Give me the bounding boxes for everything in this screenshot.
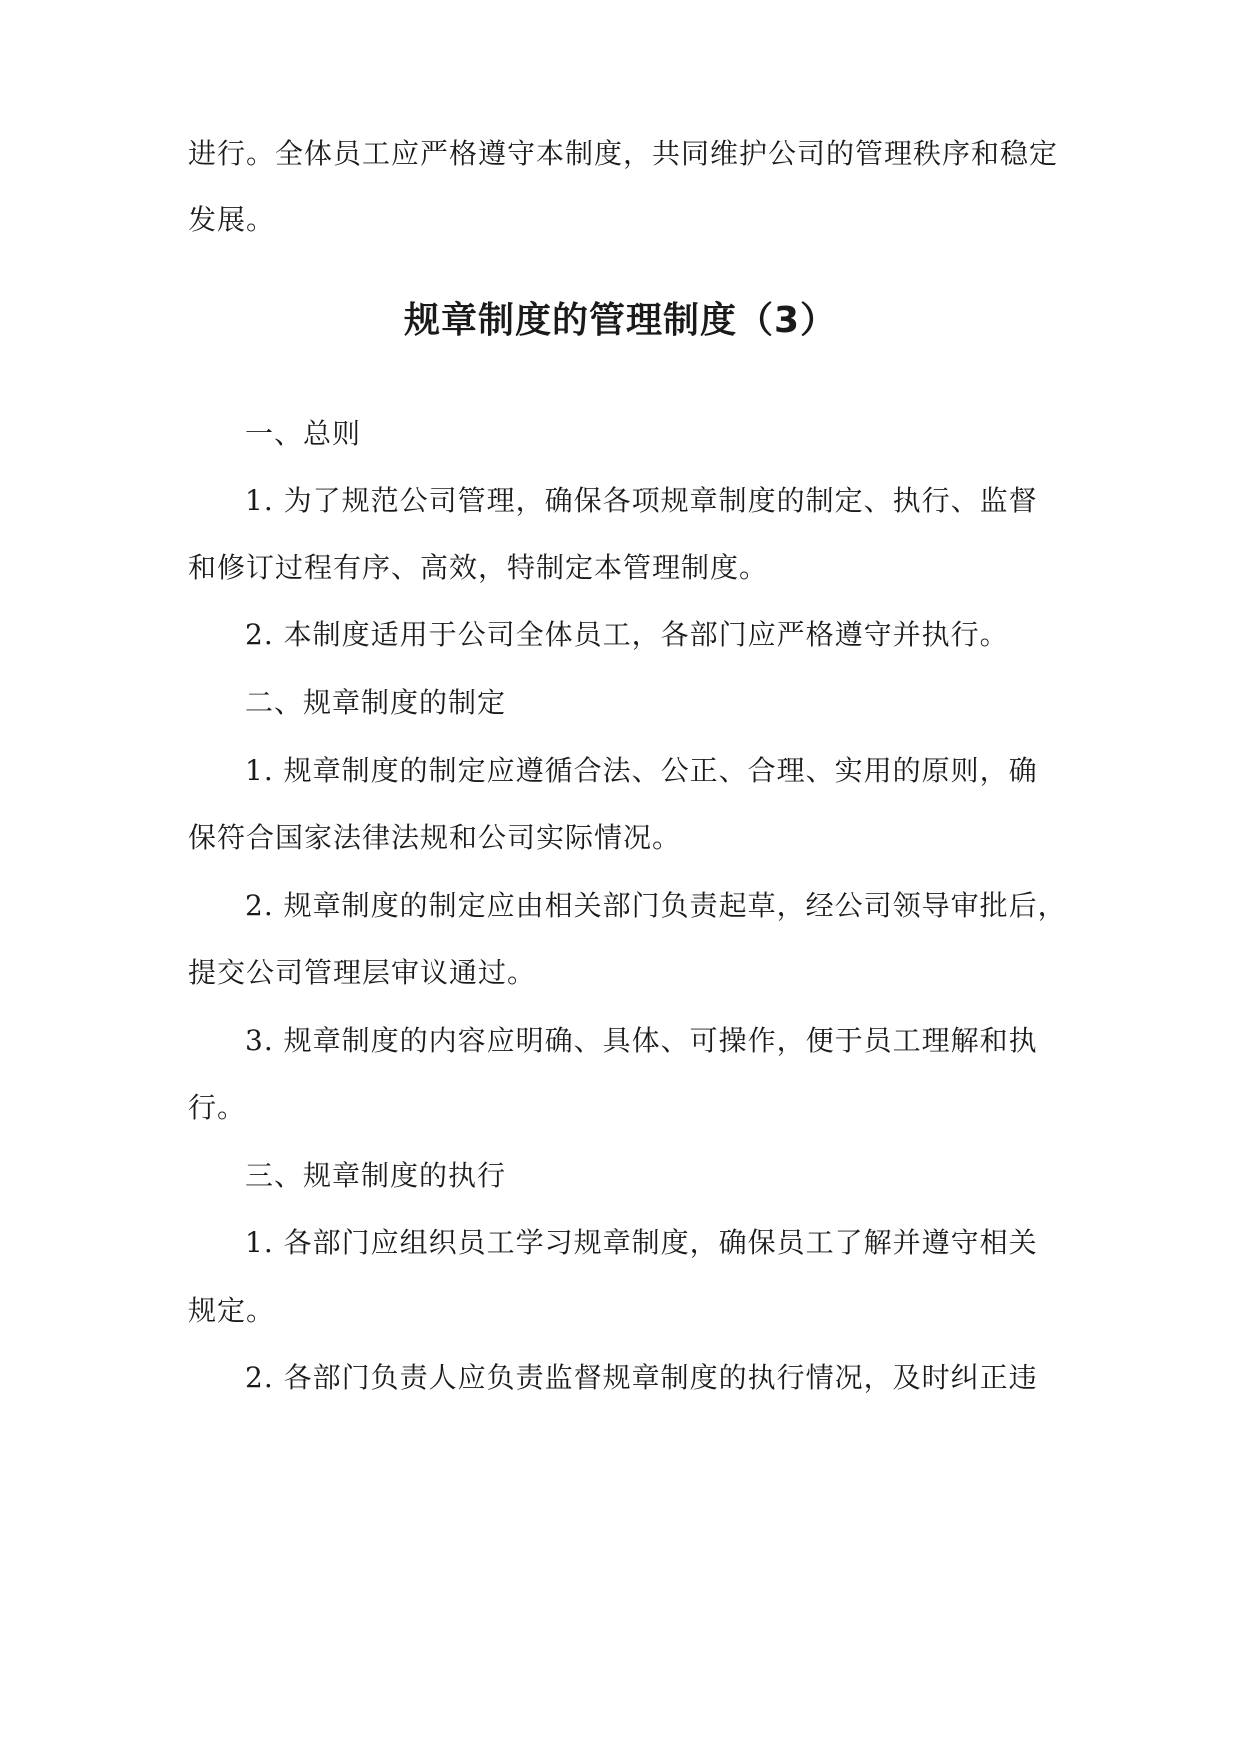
section-1-item-2-line-1: 2. 本制度适用于公司全体员工，各部门应严格遵守并执行。 <box>245 618 1009 651</box>
section-2-item-2-line-1: 2. 规章制度的制定应由相关部门负责起草，经公司领导审批后， <box>245 889 1067 922</box>
section-2-item-1-line-1: 1. 规章制度的制定应遵循合法、公正、合理、实用的原则，确 <box>245 754 1038 787</box>
section-2-item-1-line-2: 保符合国家法律法规和公司实际情况。 <box>188 821 682 854</box>
continuation-line-2: 发展。 <box>188 203 276 236</box>
section-3-item-1-line-1: 1. 各部门应组织员工学习规章制度，确保员工了解并遵守相关 <box>245 1226 1038 1259</box>
section-1-item-1-line-1: 1. 为了规范公司管理，确保各项规章制度的制定、执行、监督 <box>245 484 1038 517</box>
section-1-heading: 一、总则 <box>245 417 362 450</box>
section-3-item-1-line-2: 规定。 <box>188 1294 276 1327</box>
section-3-item-2-line-1: 2. 各部门负责人应负责监督规章制度的执行情况，及时纠正违 <box>245 1361 1038 1394</box>
section-2-heading: 二、规章制度的制定 <box>245 686 507 719</box>
continuation-line-1: 进行。全体员工应严格遵守本制度，共同维护公司的管理秩序和稳定 <box>188 137 1059 170</box>
section-3-heading: 三、规章制度的执行 <box>245 1159 507 1192</box>
section-2-item-3-line-2: 行。 <box>188 1091 247 1124</box>
document-title: 规章制度的管理制度（3） <box>403 300 838 341</box>
section-1-item-1-line-2: 和修订过程有序、高效，特制定本管理制度。 <box>188 551 769 584</box>
section-2-item-3-line-1: 3. 规章制度的内容应明确、具体、可操作，便于员工理解和执 <box>245 1024 1038 1057</box>
section-2-item-2-line-2: 提交公司管理层审议通过。 <box>188 956 537 989</box>
